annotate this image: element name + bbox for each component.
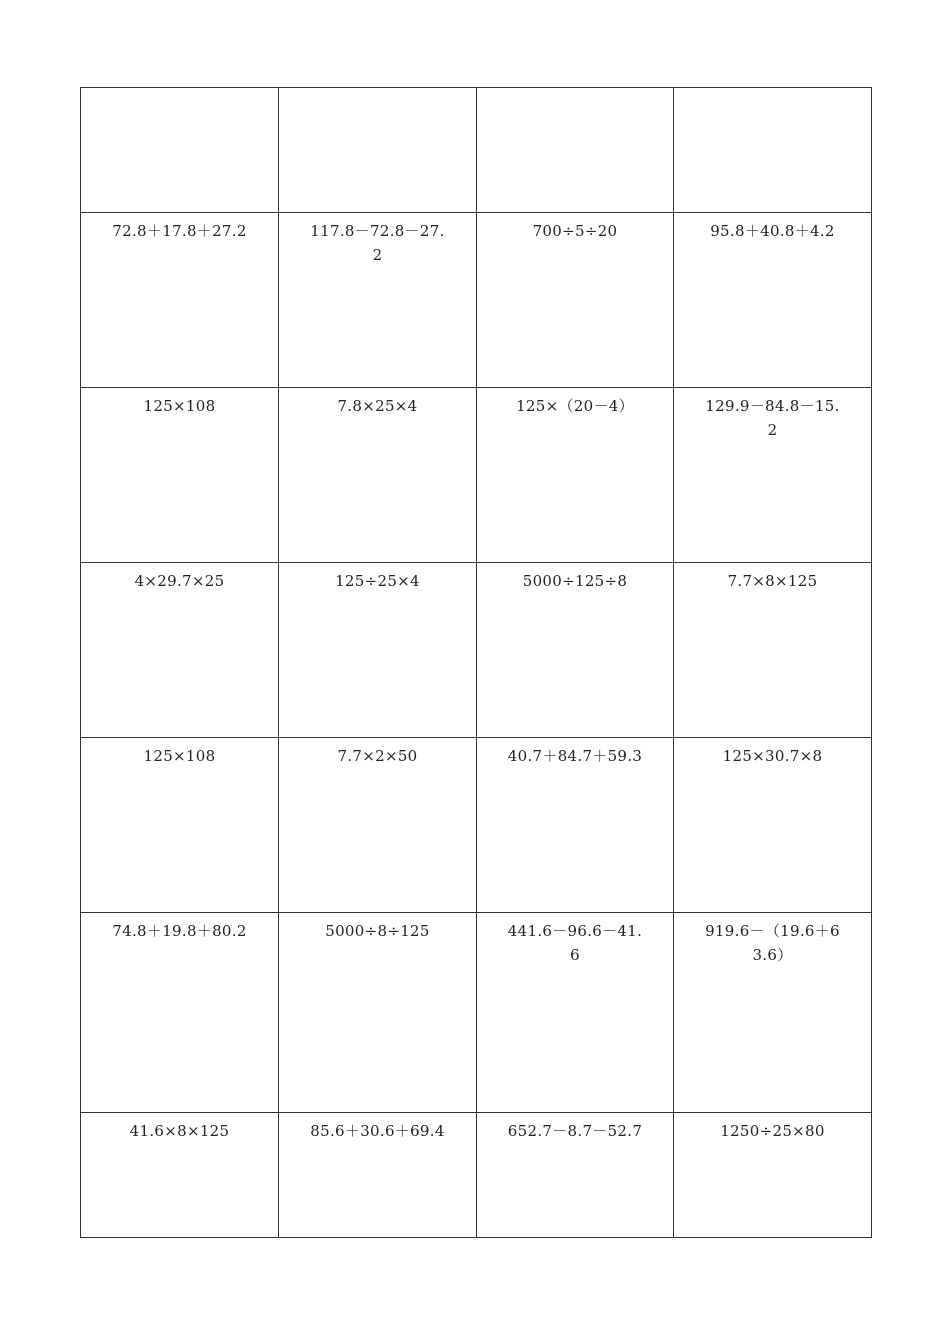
worksheet-cell	[279, 738, 477, 913]
expression-text: 129.9－84.8－15.2	[705, 397, 840, 439]
worksheet-cell	[674, 1113, 872, 1238]
worksheet-cell	[674, 913, 872, 1113]
expression-text: 4×29.7×25	[134, 572, 225, 590]
expression-text: 7.7×2×50	[337, 747, 418, 765]
worksheet-cell	[674, 88, 872, 213]
table-row	[81, 388, 872, 563]
table-row	[81, 1113, 872, 1238]
worksheet-cell	[81, 1113, 279, 1238]
expression-text: 700÷5÷20	[532, 222, 618, 240]
expression-text: 7.8×25×4	[337, 397, 418, 415]
worksheet-cell	[81, 738, 279, 913]
worksheet-cell	[279, 388, 477, 563]
calculation-worksheet-table	[80, 87, 872, 1238]
expression-text: 95.8＋40.8＋4.2	[710, 222, 835, 240]
expression-text: 117.8－72.8－27.2	[310, 222, 445, 264]
expression-text: 40.7＋84.7＋59.3	[507, 747, 643, 765]
worksheet-cell	[81, 388, 279, 563]
expression-text: 125×30.7×8	[722, 747, 823, 765]
table-row	[81, 88, 872, 213]
worksheet-cell	[674, 738, 872, 913]
worksheet-cell	[279, 563, 477, 738]
worksheet-cell	[81, 563, 279, 738]
worksheet-cell	[477, 738, 674, 913]
worksheet-cell	[477, 88, 674, 213]
worksheet-cell	[279, 88, 477, 213]
expression-text: 652.7－8.7－52.7	[507, 1122, 643, 1140]
table-row	[81, 213, 872, 388]
worksheet-cell	[674, 563, 872, 738]
worksheet-cell	[477, 388, 674, 563]
worksheet-cell	[674, 388, 872, 563]
worksheet-cell	[279, 1113, 477, 1238]
worksheet-cell	[81, 88, 279, 213]
worksheet-cell	[477, 913, 674, 1113]
expression-text: 125×108	[143, 747, 216, 765]
table-row	[81, 738, 872, 913]
worksheet-cell	[279, 913, 477, 1113]
expression-text: 919.6－（19.6＋63.6）	[705, 922, 840, 964]
expression-text: 1250÷25×80	[720, 1122, 825, 1140]
expression-text: 72.8＋17.8＋27.2	[112, 222, 247, 240]
expression-text: 41.6×8×125	[129, 1122, 230, 1140]
expression-text: 441.6－96.6－41.6	[507, 922, 643, 964]
table-row	[81, 913, 872, 1113]
worksheet-cell	[477, 563, 674, 738]
expression-text: 125×108	[143, 397, 216, 415]
expression-text: 85.6＋30.6＋69.4	[310, 1122, 445, 1140]
expression-text: 74.8＋19.8＋80.2	[112, 922, 247, 940]
worksheet-cell	[279, 213, 477, 388]
expression-text: 125÷25×4	[335, 572, 420, 590]
worksheet-cell	[477, 213, 674, 388]
expression-text: 7.7×8×125	[727, 572, 818, 590]
worksheet-cell	[674, 213, 872, 388]
table-row	[81, 563, 872, 738]
worksheet-cell	[81, 913, 279, 1113]
expression-text: 125×（20－4）	[516, 397, 634, 415]
worksheet-cell	[477, 1113, 674, 1238]
worksheet-cell	[81, 213, 279, 388]
expression-text: 5000÷8÷125	[325, 922, 430, 940]
expression-text: 5000÷125÷8	[522, 572, 628, 590]
